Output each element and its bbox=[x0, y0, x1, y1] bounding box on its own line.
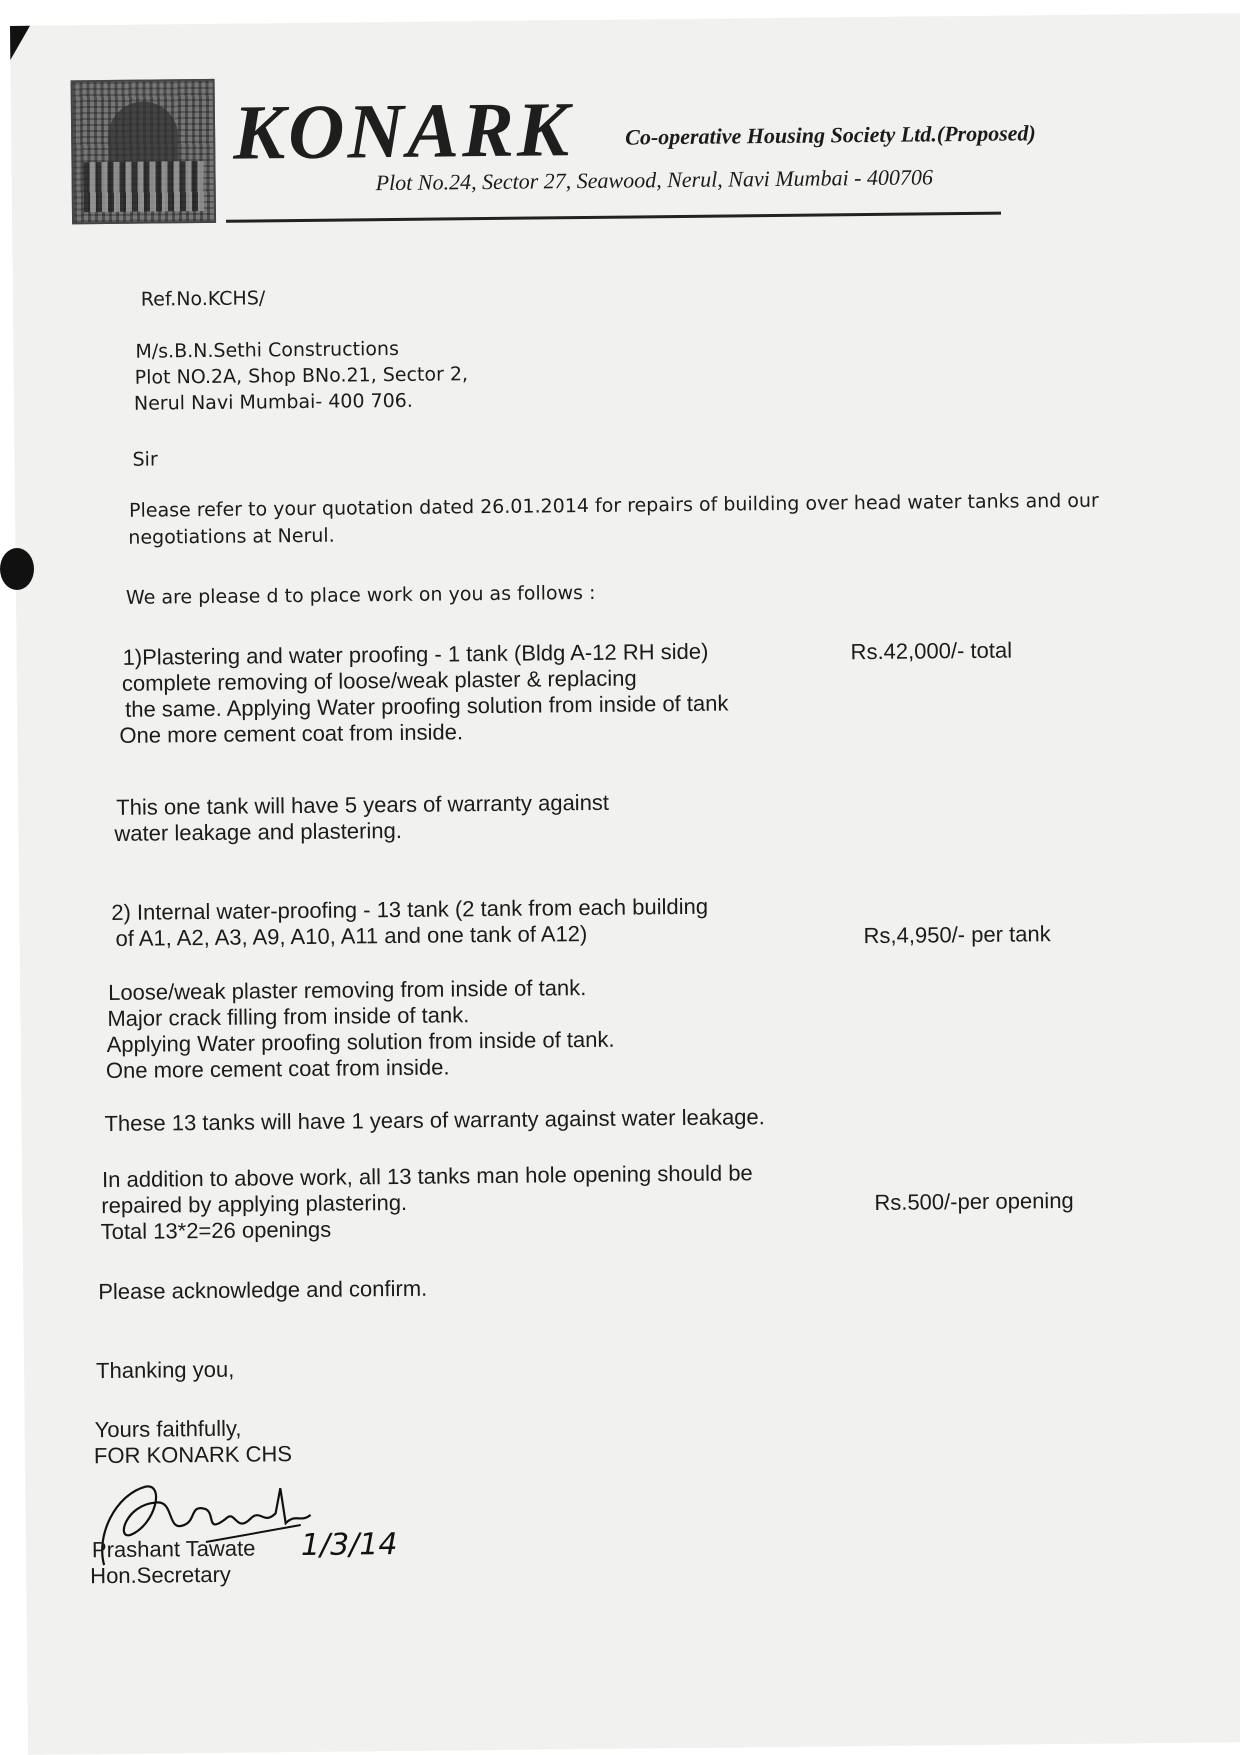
signatory-name: Prashant Tawate bbox=[91, 1535, 256, 1563]
reference-number: Ref.No.KCHS/ bbox=[140, 287, 266, 311]
item2-step: Loose/weak plaster removing from inside of tank. bbox=[107, 975, 587, 1006]
addition-price: Rs.500/-per opening bbox=[874, 1187, 1074, 1216]
letterhead-rule bbox=[226, 212, 1001, 223]
letterhead-address: Plot No.24, Sector 27, Seawood, Nerul, Navi Mumbai - 400706 bbox=[375, 164, 934, 196]
item1-warranty: water leakage and plastering. bbox=[114, 817, 402, 846]
signatory-title: Hon.Secretary bbox=[90, 1561, 231, 1589]
request-text: Please acknowledge and confirm. bbox=[98, 1275, 428, 1305]
item1-line: 1)Plastering and water proofing - 1 tank (Bldg A-12 RH side) bbox=[122, 638, 709, 670]
item2-line: 2) Internal water-proofing - 13 tank (2 tank from each building bbox=[111, 893, 709, 925]
society-logo bbox=[71, 79, 217, 225]
recipient-line: Nerul Navi Mumbai- 400 706. bbox=[133, 389, 413, 415]
intro-text: negotiations at Nerul. bbox=[128, 524, 335, 549]
addition-line: repaired by applying plastering. bbox=[101, 1189, 408, 1219]
item1-warranty: This one tank will have 5 years of warranty against bbox=[116, 789, 610, 820]
item2-step: Applying Water proofing solution from inside of tank. bbox=[106, 1026, 615, 1058]
item2-step: One more cement coat from inside. bbox=[105, 1054, 450, 1084]
addition-line: In addition to above work, all 13 tanks man hole opening should be bbox=[101, 1160, 753, 1193]
closing-thanks: Thanking you, bbox=[95, 1356, 235, 1384]
item2-step: Major crack filling from inside of tank. bbox=[107, 1002, 470, 1032]
signature-date: 1/3/14 bbox=[300, 1527, 398, 1564]
lead-text: We are please d to place work on you as follows : bbox=[125, 581, 596, 609]
closing-yours: Yours faithfully, bbox=[94, 1415, 242, 1443]
item2-warranty: These 13 tanks will have 1 years of warranty against water leakage. bbox=[104, 1104, 765, 1137]
item2-line: of A1, A2, A3, A9, A10, A11 and one tank of A12) bbox=[115, 921, 588, 951]
closing-for: FOR KONARK CHS bbox=[93, 1441, 293, 1469]
salutation: Sir bbox=[132, 448, 158, 471]
letter-page bbox=[10, 13, 1240, 1755]
recipient-line: Plot NO.2A, Shop BNo.21, Sector 2, bbox=[134, 363, 469, 389]
item1-price: Rs.42,000/- total bbox=[850, 637, 1013, 665]
item2-price: Rs,4,950/- per tank bbox=[863, 921, 1051, 949]
addition-line: Total 13*2=26 openings bbox=[100, 1216, 332, 1245]
intro-text: Please refer to your quotation dated 26.01.2014 for repairs of building over head water tanks and our bbox=[128, 489, 1099, 522]
letterhead-name: KONARK bbox=[232, 85, 573, 176]
item1-line: the same. Applying Water proofing solution from inside of tank bbox=[125, 690, 729, 722]
item1-line: One more cement coat from inside. bbox=[119, 719, 464, 748]
recipient-line: M/s.B.N.Sethi Constructions bbox=[135, 337, 400, 363]
logo-dome bbox=[108, 101, 179, 162]
page-corner-shadow bbox=[10, 26, 30, 60]
punch-hole bbox=[0, 548, 34, 590]
letterhead-subtitle: Co-operative Housing Society Ltd.(Proposed) bbox=[625, 120, 1036, 150]
logo-base bbox=[83, 161, 204, 212]
item1-line: complete removing of loose/weak plaster & replacing bbox=[121, 665, 637, 696]
